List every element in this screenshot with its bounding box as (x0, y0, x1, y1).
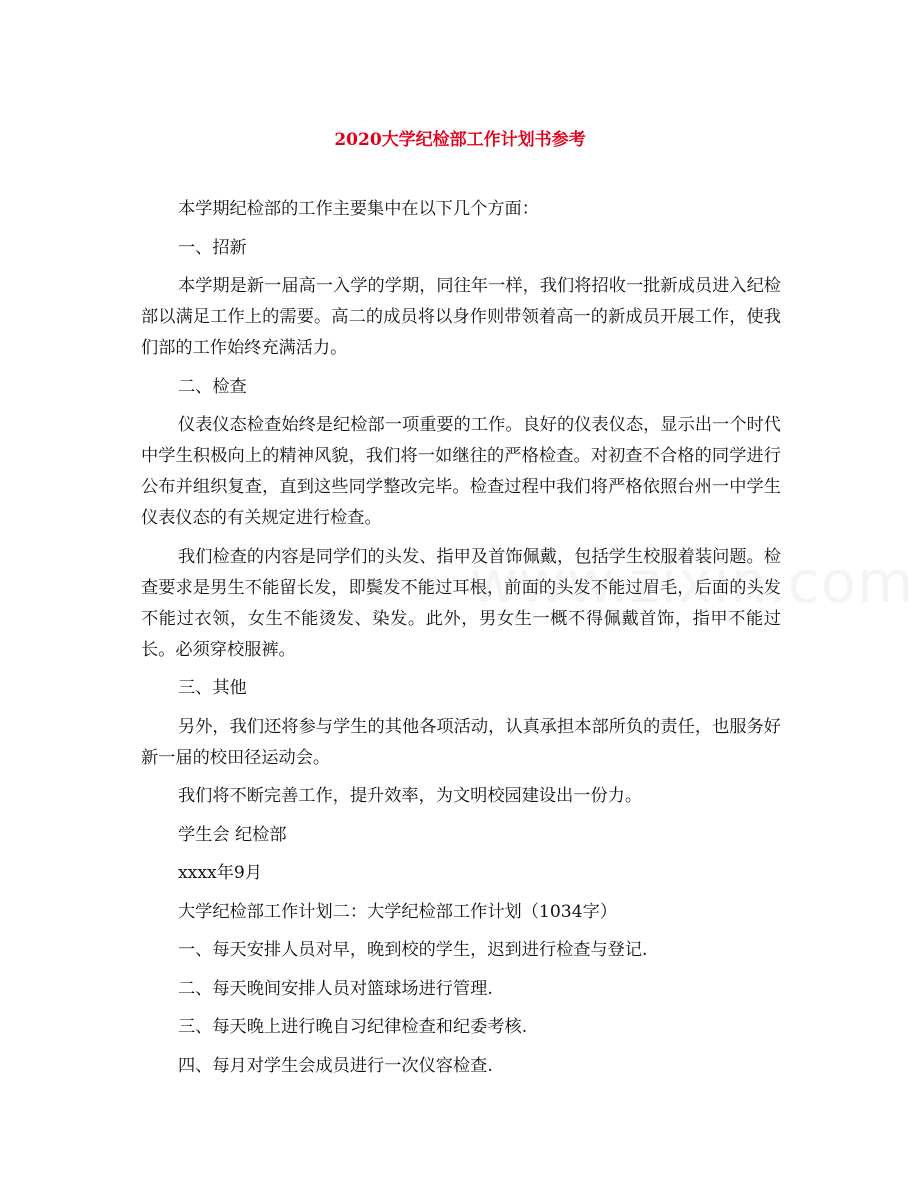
document-title: 2020大学纪检部工作计划书参考 (334, 130, 586, 150)
paragraph: 另外，我们还将参与学生的其他各项活动，认真承担本部所负的责任，也服务好新一届的校田径运动会。 (141, 716, 781, 768)
list-item: 四、每月对学生会成员进行一次仪容检查. (177, 1055, 493, 1076)
signature: 学生会 纪检部 (177, 824, 287, 845)
paragraph: 大学纪检部工作计划二：大学纪检部工作计划（1034字） (177, 901, 618, 922)
paragraph: 本学期纪检部的工作主要集中在以下几个方面： (177, 199, 539, 219)
list-item: 三、每天晚上进行晚自习纪律检查和纪委考核. (177, 1017, 528, 1037)
list-item: 一、每天安排人员对早，晚到校的学生，迟到进行检查与登记. (177, 940, 648, 960)
list-item: 二、每天晚间安排人员对篮球场进行管理. (177, 978, 493, 999)
date: xxxx年9月 (177, 863, 263, 883)
section-heading: 一、招新 (177, 237, 247, 258)
section-heading: 三、其他 (177, 678, 247, 698)
document-body (141, 194, 781, 1089)
paragraph: 我们将不断完善工作，提升效率，为文明校园建设出一份力。 (177, 786, 643, 806)
paragraph: 仪表仪态检查始终是纪检部一项重要的工作。良好的仪表仪态，显示出一个时代中学生积极向上的精神风貌，我们将一如继往的严格检查。对初查不合格的同学进行公布并组织复查，直到这些同学整改完毕。检查过程中我们将严格依照台州一中学生仪表仪态的有关规定进行检查。 (141, 415, 781, 528)
paragraph: 我们检查的内容是同学们的头发、指甲及首饰佩戴，包括学生校服着装问题。检查要求是男生不能留长发，即鬓发不能过耳根，前面的头发不能过眉毛，后面的头发不能过衣领，女生不能烫发、染发。此外，男女生一概不得佩戴首饰，指甲不能过长。必须穿校服裤。 (141, 546, 781, 660)
section-heading: 二、检查 (177, 376, 247, 397)
paragraph: 本学期是新一届高一入学的学期，同往年一样，我们将招收一批新成员进入纪检部以满足工作上的需要。高二的成员将以身作则带领着高一的新成员开展工作，使我们部的工作始终充满活力。 (141, 276, 781, 358)
